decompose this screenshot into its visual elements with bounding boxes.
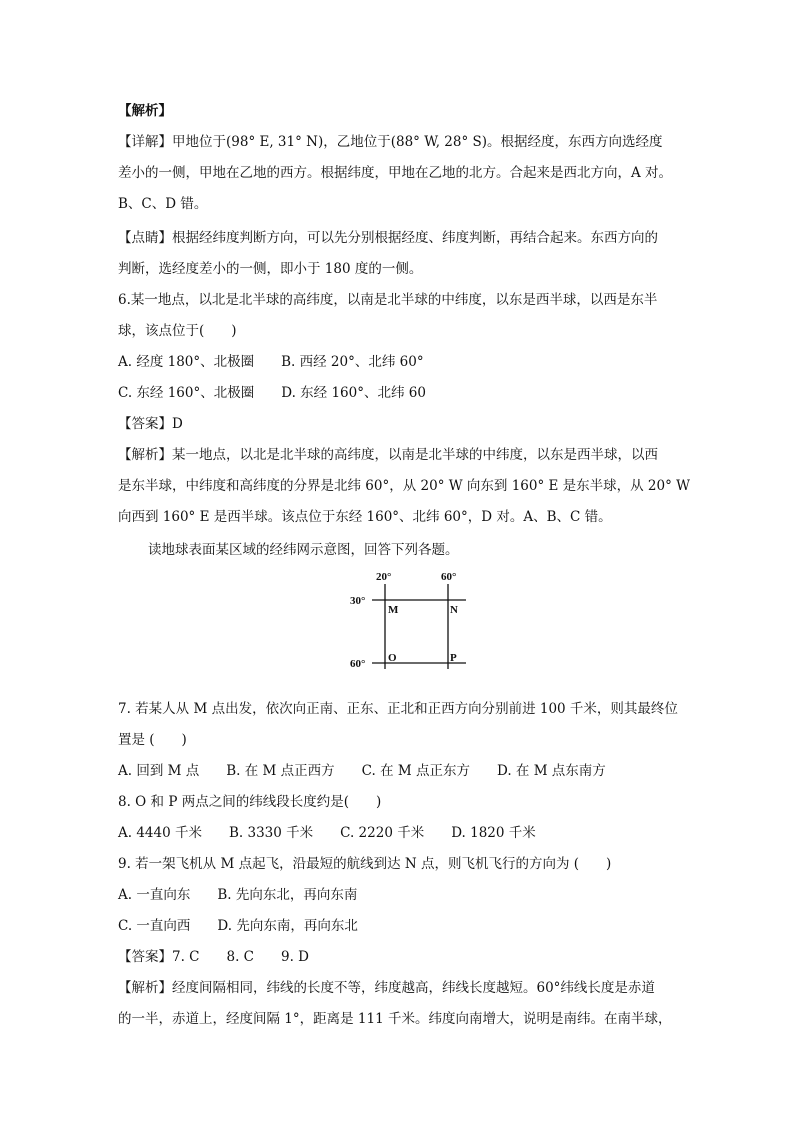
answer-6: 【答案】D (118, 416, 183, 432)
question-7-cont: 置是 ( ) (118, 732, 187, 748)
text-line: 向西到 160° E 是西半球。该点位于东经 160°、北纬 60°，D 对。A、B、C 错。 (118, 509, 612, 525)
q9-options-ab: A. 一直向东 B. 先向东北，再向东南 (118, 887, 358, 903)
q9-options-cd: C. 一直向西 D. 先向东南，再向东北 (118, 918, 358, 934)
text-line: 判断，选经度差小的一侧，即小于 180 度的一侧。 (118, 261, 423, 277)
point-p-label: P (450, 652, 457, 664)
text-line: 【解析】某一地点，以北是北半球的高纬度，以南是北半球的中纬度，以东是西半球，以西 (118, 447, 658, 463)
question-8: 8. O 和 P 两点之间的纬线段长度约是( ) (118, 794, 382, 810)
text-line: 【点睛】根据经纬度判断方向，可以先分别根据经度、纬度判断，再结合起来。东西方向的 (118, 230, 658, 246)
lat-lon-grid-figure (340, 566, 470, 676)
text-line: 差小的一侧，甲地在乙地的西方。根据纬度，甲地在乙地的北方。合起来是西北方向，A 对。 (118, 165, 673, 181)
text-line: 是东半球，中纬度和高纬度的分界是北纬 60°，从 20° W 向东到 160° E 是东半球，从 20° W (118, 478, 691, 494)
label-lat-bottom: 60° (350, 658, 366, 670)
point-o-label: O (388, 652, 397, 664)
question-9: 9. 若一架飞机从 M 点起飞，沿最短的航线到达 N 点，则飞机飞行的方向为 ( ) (118, 856, 612, 872)
answer-7-9: 【答案】7. C 8. C 9. D (118, 949, 309, 965)
question-7: 7. 若某人从 M 点出发，依次向正南、正东、正北和正西方向分别前进 100 千米，则其最终位 (118, 701, 678, 717)
text-line: 【解析】经度间隔相同，纬线的长度不等，纬度越高，纬线长度越短。60°纬线长度是赤道 (118, 980, 655, 996)
point-n-label: N (450, 604, 458, 616)
point-m-label: M (388, 604, 399, 616)
figure-instruction: 读地球表面某区域的经纬网示意图，回答下列各题。 (148, 542, 459, 558)
label-lon-left: 20° (376, 571, 392, 583)
q7-options: A. 回到 M 点 B. 在 M 点正西方 C. 在 M 点正东方 D. 在 M 点东南方 (118, 763, 606, 779)
question-6-cont: 球，该点位于( ) (118, 323, 237, 339)
q6-options-cd: C. 东经 160°、北极圈 D. 东经 160°、北纬 60 (118, 385, 426, 401)
question-6: 6.某一地点，以北是北半球的高纬度，以南是北半球的中纬度，以东是西半球，以西是东半 (118, 292, 658, 308)
label-lon-right: 60° (441, 571, 457, 583)
label-lat-top: 30° (350, 595, 366, 607)
q8-options: A. 4440 千米 B. 3330 千米 C. 2220 千米 D. 1820 千米 (118, 825, 536, 841)
section-heading-analysis: 【解析】 (118, 103, 172, 119)
text-line: 的一半，赤道上，经度间隔 1°，距离是 111 千米。纬度向南增大，说明是南纬。在南半球， (118, 1011, 672, 1027)
text-line: B、C、D 错。 (118, 196, 208, 212)
text-line: 【详解】甲地位于(98° E, 31° N)，乙地位于(88° W, 28° S)。根据经度，东西方向选经度 (118, 134, 663, 150)
q6-options-ab: A. 经度 180°、北极圈 B. 西经 20°、北纬 60° (118, 354, 424, 370)
